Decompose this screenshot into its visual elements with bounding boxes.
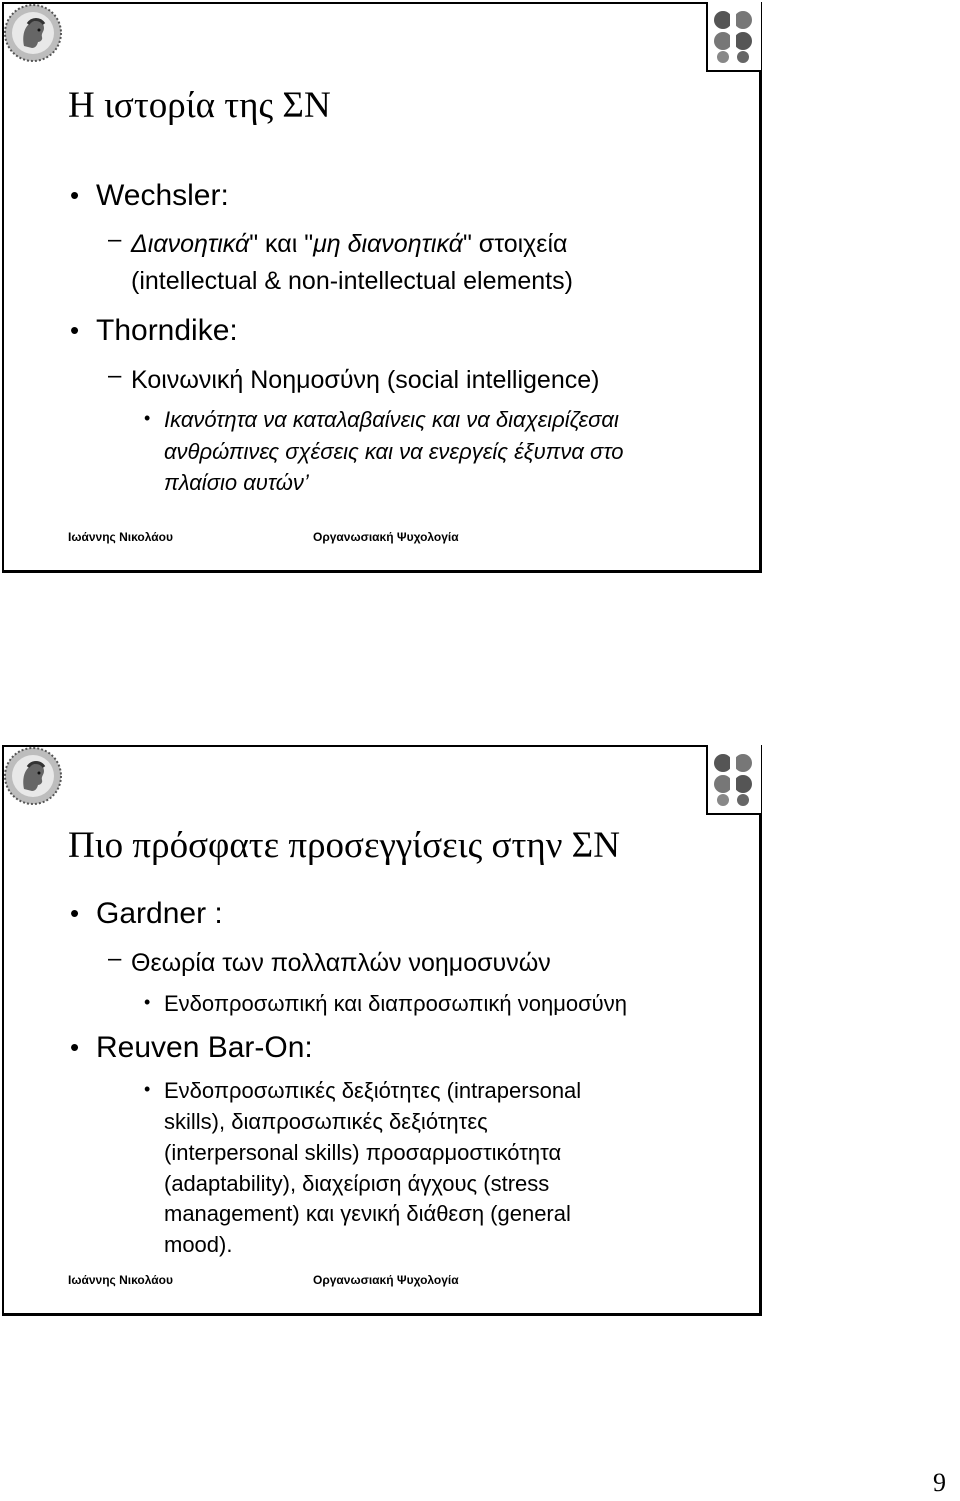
footer-course: Οργανωσιακή Ψυχολογία: [313, 530, 459, 544]
bullet-thorndike: Thorndike:: [96, 314, 238, 347]
sub-bullet-gardner: Θεωρία των πολλαπλών νοημοσυνών: [131, 949, 551, 977]
dash-icon: –: [108, 362, 122, 389]
detail-baron-line-2: skills), διαπροσωπικές δεξιότητες: [164, 1109, 488, 1134]
slide-1: [2, 2, 762, 573]
bullet-icon: •: [70, 898, 80, 928]
bullet-icon: •: [70, 180, 80, 210]
detail-baron-line-4: (adaptability), διαχείριση άγχους (stress: [164, 1171, 550, 1196]
slide-title: Η ιστορία της ΣΝ: [68, 85, 331, 126]
bullet-icon: •: [70, 315, 80, 345]
bullet-gardner: Gardner :: [96, 897, 223, 930]
slide-title: Πιο πρόσφατε προσεγγίσεις στην ΣΝ: [68, 825, 620, 866]
sub-bullet-wechsler-line2: (intellectual & non-intellectual elements): [131, 267, 573, 295]
detail-line-2: ανθρώπινες σχέσεις και να ενεργείς έξυπνα στο: [164, 439, 624, 464]
department-logo-icon: [706, 2, 761, 72]
detail-baron-line-6: mood).: [164, 1232, 233, 1257]
bullet-baron: Reuven Bar-On:: [96, 1031, 313, 1064]
detail-baron-line-3: (interpersonal skills) προσαρμοστικότητα: [164, 1140, 562, 1165]
footer-author: Ιωάννης Νικολάου: [68, 1273, 173, 1287]
detail-gardner: Ενδοπροσωπική και διαπροσωπική νοημοσύνη: [164, 991, 627, 1016]
detail-line-1: Ικανότητα να καταλαβαίνεις και να διαχειρίζεσαι: [164, 407, 619, 432]
bullet-icon: •: [144, 992, 151, 1012]
detail-line-3: πλαίσιο αυτών’: [164, 470, 309, 495]
detail-baron-line-1: Ενδοπροσωπικές δεξιότητες (intrapersonal: [164, 1078, 582, 1103]
dash-icon: –: [108, 945, 122, 972]
sub-bullet-thorndike: Κοινωνική Νοημοσύνη (social intelligence): [131, 366, 600, 394]
bullet-icon: •: [144, 1079, 151, 1099]
bullet-wechsler: Wechsler:: [96, 179, 229, 212]
footer-course: Οργανωσιακή Ψυχολογία: [313, 1273, 459, 1287]
dash-icon: –: [108, 226, 122, 253]
department-logo-icon: [706, 745, 761, 815]
bullet-icon: •: [70, 1032, 80, 1062]
slide-2: [2, 745, 762, 1316]
university-logo-icon: [2, 2, 64, 64]
footer-author: Ιωάννης Νικολάου: [68, 530, 173, 544]
bullet-icon: •: [144, 408, 151, 428]
university-logo-icon: [2, 745, 64, 807]
sub-bullet-wechsler: Διανοητικά" και "μη διανοητικά" στοιχεία: [131, 230, 568, 258]
page-number: 9: [933, 1468, 946, 1497]
detail-baron-line-5: management) και γενική διάθεση (general: [164, 1201, 571, 1226]
